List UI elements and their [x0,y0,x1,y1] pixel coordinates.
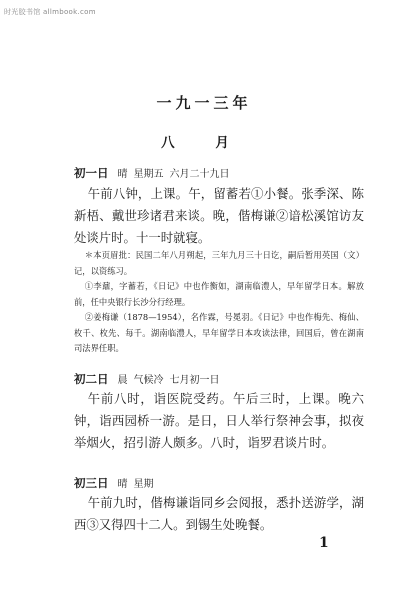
footnote: ＊本页眉批：民国二年八月朔起，三年九月三十日讫，嗣后暂用英国（文）记，以资练习。 [74,250,364,276]
entry-lunar-date: 七月初一日 [169,375,220,386]
month-title: 八 月 [161,135,247,151]
footnote: ②姜梅谦（1878—1954），名作霖，号冕羽。《日记》中也作梅先、梅仙、枚千、枚先、每千。湖南临澧人，早年留学日本攻读法律，回国后，曾在湖南司法界任职。 [74,312,364,353]
footnotes [74,248,364,357]
entry-day: 初二日 [74,372,109,386]
watermark: 时光胶书馆 allmbook.com [4,8,96,16]
footnote: ①李鼐，字蓄若，《日记》中也作衡如，湖南临澧人，早年留学日本。解放前，任中央银行长沙分行经理。 [74,281,364,307]
entry-weekday: 星期五 [133,169,164,180]
entry-text: 午前八钟，上课。午，留蓄若①小餐。张季深、陈新梧、戴世珍诸君来谈。晚，偕梅谦②谙松溪馆访友处谈片时。十一时就寝。 [74,186,364,245]
entry-heading [74,475,160,491]
entry-heading [74,165,236,181]
entry-heading [74,371,226,387]
entry-text: 午前九时，偕梅谦诣同乡会阅报，悉扑送游学，湖西③又得四十二人。到锡生处晚餐。 [74,495,364,532]
entry-weather: 晴 [117,479,128,490]
entry-weekday: 星期 [133,479,154,490]
page-number: 1 [319,535,329,551]
entry-lunar-date: 六月二十九日 [169,169,230,180]
entry-text: 午前八时，诣医院受药。午后三时，上课。晚六钟，诣西园桥一游。是日，日人举行祭神会事，拟夜举烟火，招引游人颇多。八时，诣罗君谈片时。 [74,391,364,450]
entry-climate: 气候冷 [133,375,164,386]
entry-weather: 晴 [117,169,128,180]
year-title: 一九一三年 [156,94,252,112]
entry-day: 初三日 [74,476,109,490]
entry-day: 初一日 [74,166,109,180]
entry-weather: 晨 [117,375,128,386]
